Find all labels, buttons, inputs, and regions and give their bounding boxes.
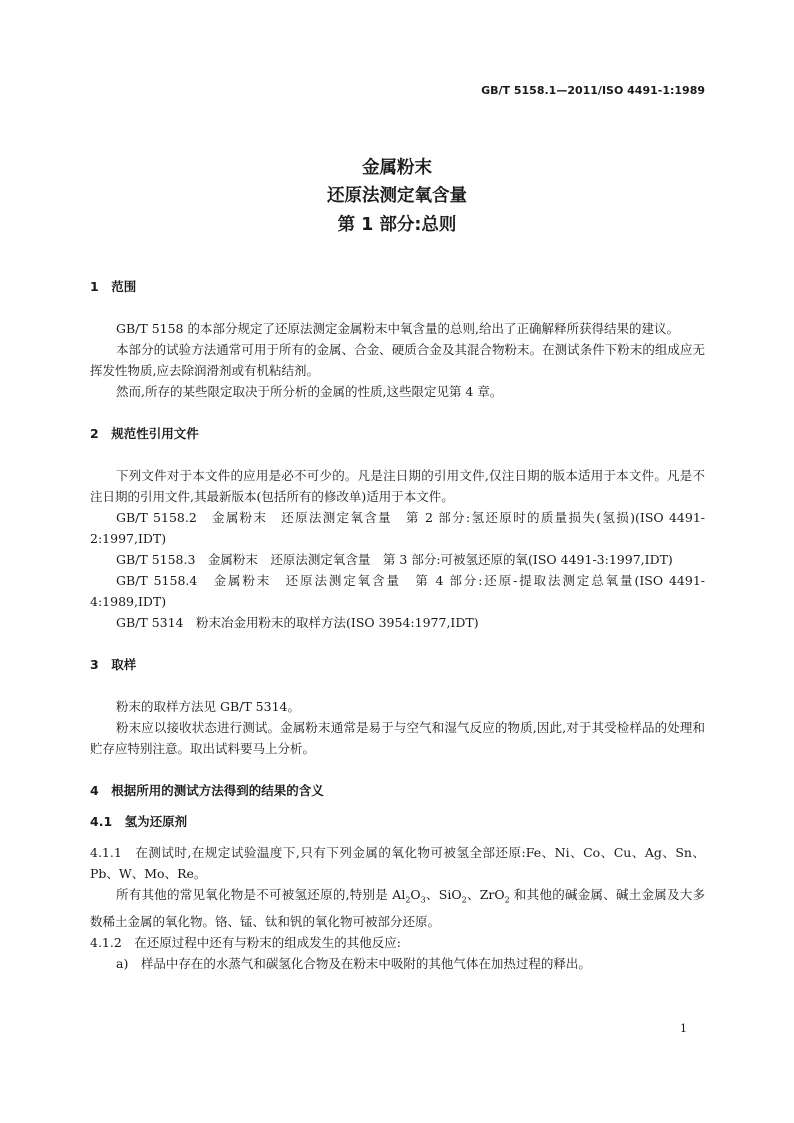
section-1-para-1: GB/T 5158 的本部分规定了还原法测定金属粉末中氧含量的总则,给出了正确解释所获得结果的建议。 [116, 321, 679, 336]
section-3-heading: 3 取样 [90, 657, 137, 672]
list-item-a: a) 样品中存在的水蒸气和碳氢化合物及在粉末中吸附的其他气体在加热过程的释出。 [116, 955, 591, 971]
doc-title-line2: 还原法测定氧含量 [327, 186, 467, 206]
reference-item: GB/T 5158.3 金属粉末 还原法测定氧含量 第 3 部分:可被氢还原的氧(ISO 4491-3:1997,IDT) [116, 552, 673, 567]
clause-4-1-1: 4.1.1 在测试时,在规定试验温度下,只有下列金属的氧化物可被氢全部还原:Fe、Ni、Co、Cu、Ag、Sn、Pb、W、Mo、Re。 [90, 845, 705, 881]
clause-4-1-1-para-2: 所有其他的常见氧化物是不可被氢还原的,特别是 $Al_2O_3$、SiO$_2$、ZrO$_2$ 和其他的碱金属、碱土金属及大多数稀土金属的氧化物。铬、锰、钛和钒的氧化物可被部分还原。 [90, 887, 705, 929]
standard-code: GB/T 5158.1—2011/ISO 4491-1:1989 [481, 84, 705, 97]
section-3-para-2: 粉末应以接收状态进行测试。金属粉末通常是易于与空气和湿气反应的物质,因此,对于其受检样品的处理和贮存应特别注意。取出试料要马上分析。 [90, 720, 705, 756]
page-number: 1 [680, 1022, 687, 1035]
section-4-1-heading: 4.1 氢为还原剂 [90, 814, 188, 829]
section-3-para-1: 粉末的取样方法见 GB/T 5314。 [116, 699, 300, 714]
reference-item: GB/T 5314 粉末冶金用粉末的取样方法(ISO 3954:1977,IDT) [116, 615, 479, 630]
section-4-heading: 4 根据所用的测试方法得到的结果的含义 [90, 783, 324, 798]
section-1-heading: 1 范围 [90, 279, 137, 294]
section-1-para-2: 本部分的试验方法通常可用于所有的金属、合金、硬质合金及其混合物粉末。在测试条件下粉末的组成应无挥发性物质,应去除润滑剂或有机粘结剂。 [90, 342, 705, 378]
doc-title-line1: 金属粉末 [362, 158, 432, 178]
reference-item: GB/T 5158.4 金属粉末 还原法测定氧含量 第 4 部分:还原-提取法测定总氧量(ISO 4491-4:1989,IDT) [90, 573, 705, 609]
clause-4-1-2: 4.1.2 在还原过程中还有与粉末的组成发生的其他反应: [90, 934, 402, 950]
doc-title-line3: 第 1 部分:总则 [337, 215, 457, 235]
section-2-heading: 2 规范性引用文件 [90, 426, 199, 441]
document-body [90, 276, 705, 974]
section-1-para-3: 然而,所存的某些限定取决于所分析的金属的性质,这些限定见第 4 章。 [116, 384, 503, 399]
reference-item: GB/T 5158.2 金属粉末 还原法测定氧含量 第 2 部分:氢还原时的质量损失(氢损)(ISO 4491-2:1997,IDT) [90, 510, 705, 546]
section-2-para-1: 下列文件对于本文件的应用是必不可少的。凡是注日期的引用文件,仅注日期的版本适用于本文件。凡是不注日期的引用文件,其最新版本(包括所有的修改单)适用于本文件。 [90, 468, 705, 504]
